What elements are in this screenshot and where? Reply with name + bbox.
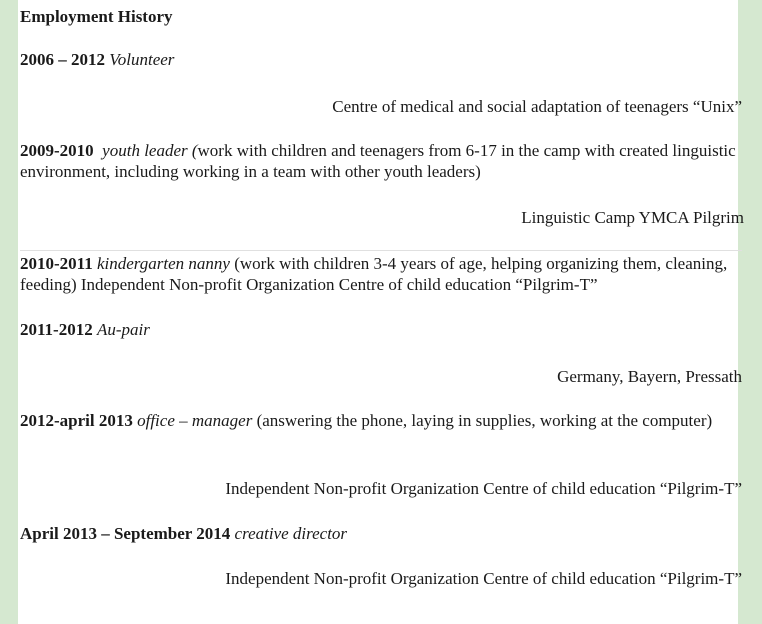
entry-heading: [20, 49, 174, 70]
entry-organization: Independent Non-profit Organization Centre of child education “Pilgrim-T”: [225, 569, 742, 588]
entry-organization: Centre of medical and social adaptation of teenagers “Unix”: [332, 97, 742, 116]
entry-dates: 2011-2012: [20, 320, 93, 339]
entry-role: Volunteer: [109, 50, 175, 69]
entry-dates: 2009-2010: [20, 141, 94, 160]
entry-dates: 2010-2011: [20, 254, 93, 273]
section-divider: [20, 250, 742, 251]
document-page: [18, 0, 744, 624]
entry-heading: [20, 410, 742, 431]
entry-heading: [20, 523, 347, 544]
entry-heading: [20, 253, 742, 295]
entry-organization: Germany, Bayern, Pressath: [557, 367, 742, 386]
entry-organization: Independent Non-profit Organization Centre of child education “Pilgrim-T”: [225, 479, 742, 498]
entry-role: creative director: [234, 524, 348, 543]
entry-dates: 2012-april 2013: [20, 411, 133, 430]
entry-dates: April 2013 – September 2014: [20, 524, 231, 543]
entry-dates: 2006 – 2012: [20, 50, 105, 69]
entry-role: Au-pair: [96, 320, 150, 339]
entry-role: office – manager: [137, 411, 253, 430]
entry-heading: [20, 319, 150, 340]
entry-heading: [20, 140, 742, 182]
section-title: Employment History: [20, 7, 173, 26]
entry-role: youth leader (: [102, 141, 198, 160]
entry-description: (work with children 3-4 years of age, helping organizing them, cleaning, feeding) Independent Non-profit Organization Centre of child education “Pilgrim-T”: [20, 254, 728, 294]
entry-organization: Linguistic Camp YMCA Pilgrim: [521, 208, 744, 227]
entry-description: work with children and teenagers from 6-17 in the camp with created linguistic environment, including working in a team with other youth leaders): [20, 141, 736, 181]
entry-role: kindergarten nanny: [96, 254, 230, 273]
entry-description: (answering the phone, laying in supplies, working at the computer): [256, 411, 713, 430]
